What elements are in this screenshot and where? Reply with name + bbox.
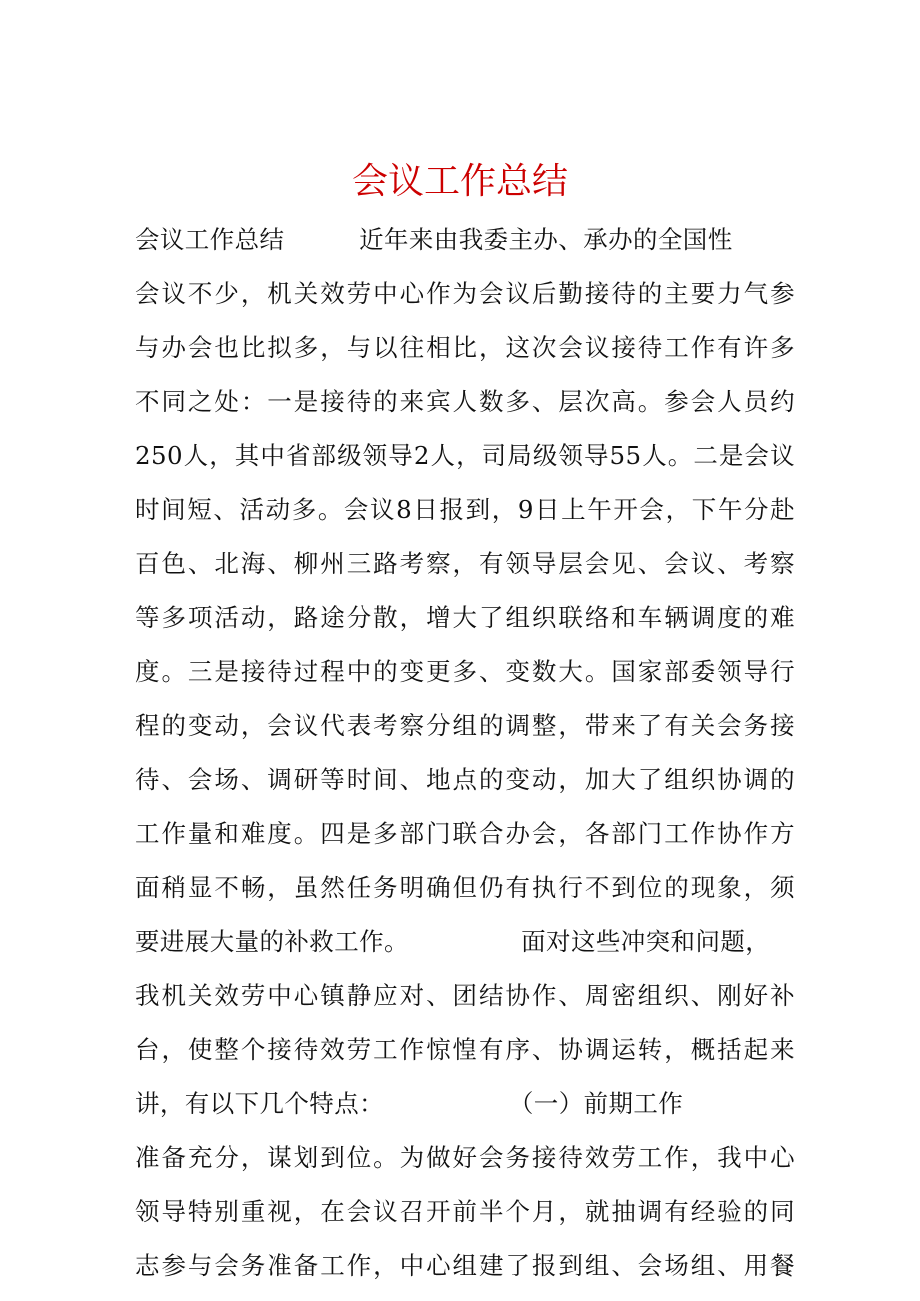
body-line: 会议不少，机关效劳中心作为会议后勤接待的主要力气参	[135, 279, 795, 308]
body-line: 要进展大量的补救工作。 面对这些冲突和问题，	[135, 927, 771, 956]
body-line: 百色、北海、柳州三路考察，有领导层会见、会议、考察	[135, 549, 795, 578]
body-line: 讲，有以下几个特点： （一）前期工作	[135, 1089, 684, 1118]
body-line: 台，使整个接待效劳工作惊惶有序、协调运转，概括起来	[135, 1035, 795, 1064]
body-line: 时间短、活动多。会议8日报到，9日上午开会，下午分赴	[135, 495, 795, 524]
document-body	[135, 213, 795, 1293]
body-line: 等多项活动，路途分散，增大了组织联络和车辆调度的难	[135, 603, 795, 632]
body-line: 待、会场、调研等时间、地点的变动，加大了组织协调的	[135, 765, 795, 794]
document-title: 会议工作总结	[351, 161, 568, 202]
body-line: 与办会也比拟多，与以往相比，这次会议接待工作有许多	[135, 333, 795, 362]
body-line: 我机关效劳中心镇静应对、团结协作、周密组织、刚好补	[135, 981, 795, 1010]
body-line: 领导特别重视，在会议召开前半个月，就抽调有经验的同	[135, 1197, 795, 1226]
body-line: 面稍显不畅，虽然任务明确但仍有执行不到位的现象，须	[135, 873, 795, 902]
body-line: 志参与会务准备工作，中心组建了报到组、会场组、用餐	[135, 1251, 795, 1280]
body-line: 不同之处：一是接待的来宾人数多、层次高。参会人员约	[135, 387, 795, 416]
body-line: 会议工作总结 近年来由我委主办、承办的全国性	[135, 225, 733, 254]
body-line: 250人，其中省部级领导2人，司局级领导55人。二是会议	[135, 441, 795, 470]
body-line: 工作量和难度。四是多部门联合办会，各部门工作协作方	[135, 819, 795, 848]
body-line: 准备充分，谋划到位。为做好会务接待效劳工作，我中心	[135, 1143, 795, 1172]
body-line: 度。三是接待过程中的变更多、变数大。国家部委领导行	[135, 657, 795, 686]
body-line: 程的变动，会议代表考察分组的调整，带来了有关会务接	[135, 711, 795, 740]
